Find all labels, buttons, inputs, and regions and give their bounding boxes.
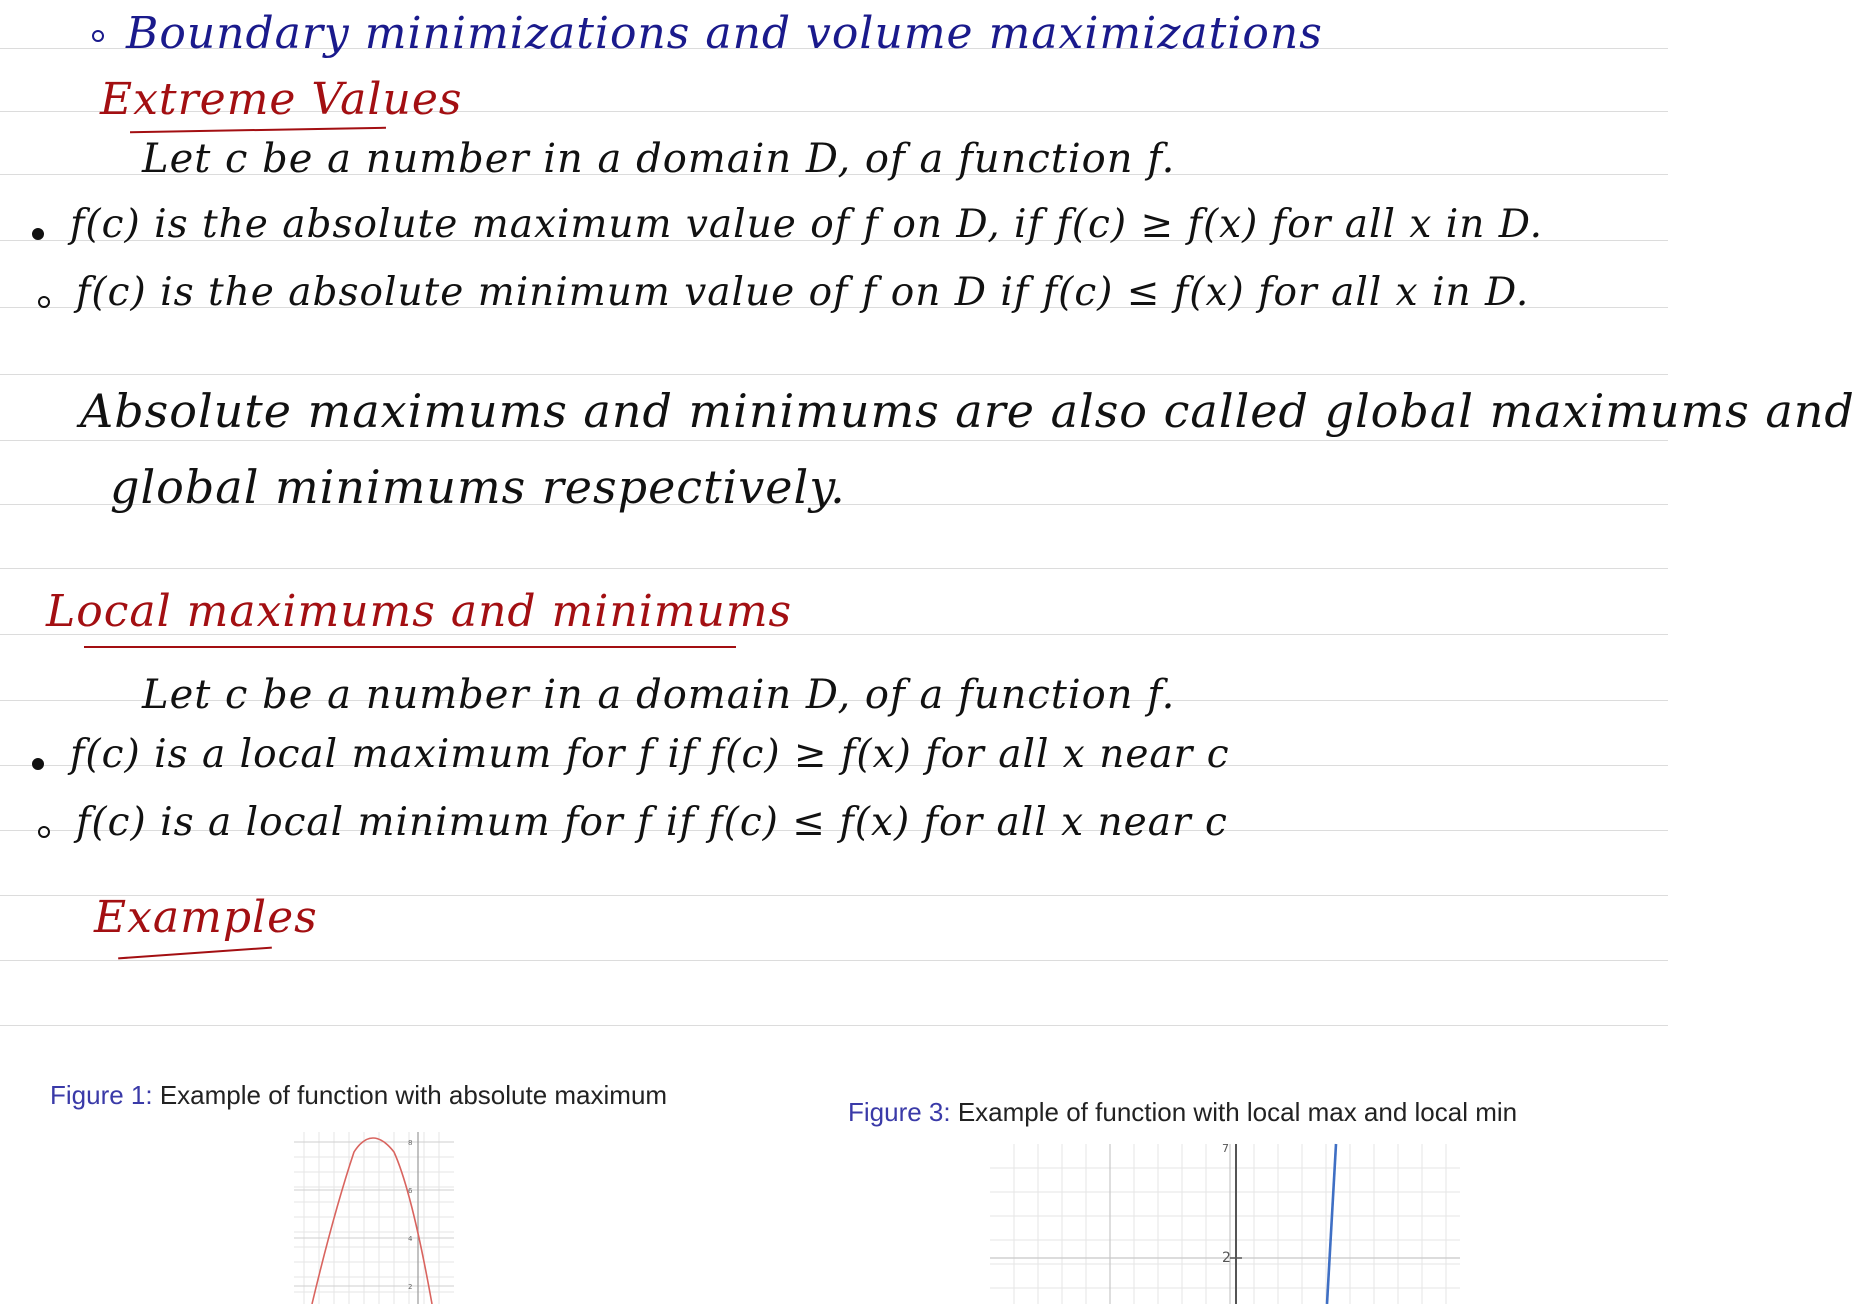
figure-1-curve — [312, 1138, 432, 1304]
ruled-line — [0, 440, 1668, 441]
extreme-values-heading: Extreme Values — [100, 74, 463, 125]
figure-3-text: Example of function with local max and local min — [957, 1097, 1518, 1127]
examples-heading: Examples — [94, 892, 318, 943]
figure-1-text: Example of function with absolute maximum — [159, 1080, 668, 1110]
extreme-intro: Let c be a number in a domain D, of a function f. — [142, 136, 1176, 182]
figure-1-tick: 2 — [408, 1283, 413, 1291]
figure-1-tick: 6 — [408, 1187, 413, 1195]
ruled-line — [0, 960, 1668, 961]
local-max-definition: f(c) is a local maximum for f if f(c) ≥ f(x) for all x near c — [70, 732, 1230, 777]
bullet-icon — [32, 228, 44, 240]
heading-underline — [130, 127, 386, 133]
figure-1-caption — [50, 1080, 667, 1111]
bullet-icon — [38, 296, 50, 308]
heading-underline — [118, 947, 272, 960]
figure-3-tick: 7 — [1222, 1142, 1229, 1155]
ruled-line — [0, 568, 1668, 569]
bullet-icon — [92, 30, 104, 42]
bullet-icon — [38, 826, 50, 838]
local-min-definition: f(c) is a local minimum for f if f(c) ≤ f(x) for all x near c — [76, 800, 1228, 845]
heading-underline — [84, 646, 736, 648]
ruled-line — [0, 1025, 1668, 1026]
figure-3-label: Figure 3: — [848, 1097, 951, 1127]
boundary-note: Boundary minimizations and volume maximizations — [126, 8, 1323, 59]
bullet-icon — [32, 758, 44, 770]
local-extrema-heading: Local maximums and minimums — [46, 586, 793, 637]
figure-1-tick: 8 — [408, 1139, 413, 1147]
global-note-line2: global minimums respectively. — [110, 460, 846, 514]
figure-3-graph — [990, 1144, 1460, 1304]
figure-1-label: Figure 1: — [50, 1080, 153, 1110]
global-note-line1: Absolute maximums and minimums are also called global maximums and — [80, 384, 1855, 438]
ruled-line — [0, 374, 1668, 375]
figure-1-tick: 4 — [408, 1235, 413, 1243]
absolute-max-definition: f(c) is the absolute maximum value of f on D, if f(c) ≥ f(x) for all x in D. — [70, 202, 1543, 247]
figure-3-tick: 2 — [1222, 1250, 1231, 1266]
absolute-min-definition: f(c) is the absolute minimum value of f on D if f(c) ≤ f(x) for all x in D. — [76, 270, 1530, 315]
figure-1-graph — [294, 1132, 454, 1304]
figure-3-caption — [848, 1097, 1517, 1128]
local-intro: Let c be a number in a domain D, of a function f. — [142, 672, 1176, 718]
